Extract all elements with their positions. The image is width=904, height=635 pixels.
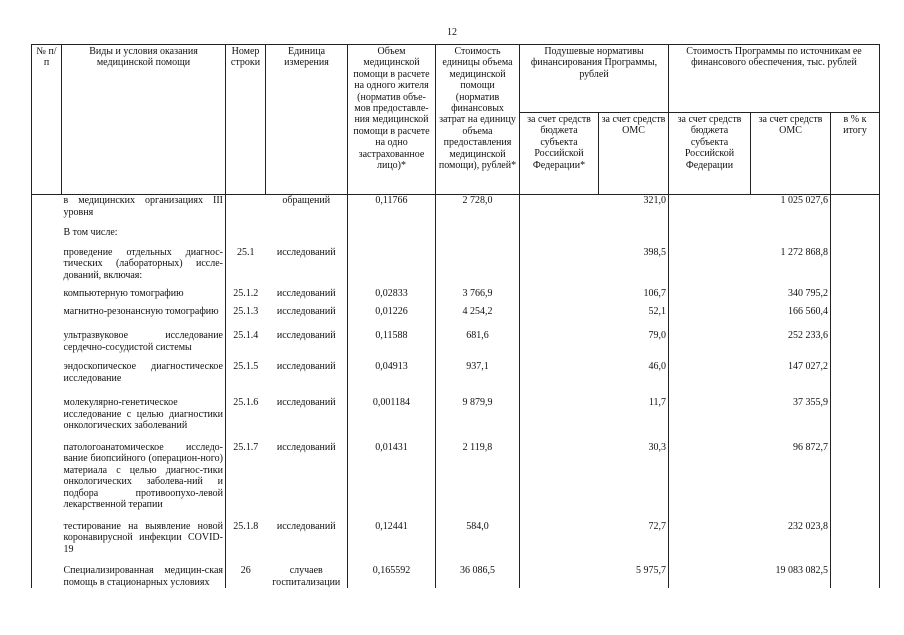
row-number xyxy=(226,195,266,227)
row-program-pct xyxy=(831,565,880,588)
header-per-capita: Подушевые нормативы финансирования Программы, рублей xyxy=(520,45,669,113)
row-number: 25.1.2 xyxy=(226,288,266,306)
row-program-oms: 1 025 027,6 xyxy=(780,195,828,206)
row-cost: 2 119,8 xyxy=(436,442,520,521)
row-cost: 36 086,5 xyxy=(436,565,520,588)
row-number: 26 xyxy=(226,565,266,588)
header-per-capita-budget: за счет средств бюджета субъекта Российской Федерации* xyxy=(520,113,599,195)
row-per-capita-oms: 321,0 xyxy=(643,195,666,206)
row-per-capita-oms: 30,3 xyxy=(648,441,666,453)
row-unit: исследований xyxy=(276,441,336,453)
row-volume: 0,01226 xyxy=(348,306,436,331)
row-program-budget xyxy=(669,521,751,566)
row-per-capita-oms: 79,0 xyxy=(648,330,666,341)
table-row xyxy=(32,247,880,289)
row-program-oms xyxy=(751,227,831,247)
row-index xyxy=(32,288,62,306)
row-number: 25.1.6 xyxy=(226,397,266,442)
row-program-pct xyxy=(831,361,880,397)
row-program-budget xyxy=(669,306,751,331)
row-index xyxy=(32,397,62,442)
table-row xyxy=(32,521,880,566)
row-name: молекулярно-генетическое исследование с целью диагностики онкологических заболеваний xyxy=(63,397,223,431)
row-per-capita-oms: 106,7 xyxy=(643,288,666,299)
row-per-capita-oms xyxy=(599,227,669,247)
row-unit: исследований xyxy=(276,330,336,341)
row-per-capita-oms: 5 975,7 xyxy=(636,565,666,576)
table-row xyxy=(32,565,880,588)
header-unit: Единица измерения xyxy=(266,45,348,195)
row-program-oms: 19 083 082,5 xyxy=(775,565,828,576)
row-cost: 937,1 xyxy=(436,361,520,397)
row-program-budget xyxy=(669,247,751,289)
row-per-capita-budget xyxy=(520,330,599,361)
row-program-budget xyxy=(669,361,751,397)
row-index xyxy=(32,227,62,247)
row-index xyxy=(32,565,62,588)
header-program-budget: за счет средств бюджета субъекта Российской Федерации xyxy=(669,113,751,195)
row-cost: 4 254,2 xyxy=(436,306,520,331)
row-cost xyxy=(436,227,520,247)
row-unit xyxy=(266,227,348,247)
row-volume xyxy=(348,247,436,289)
row-unit: исследований xyxy=(276,520,336,532)
header-cost: Стоимость единицы объема медицинской помощи (норматив финансовых затрат на единицу объема предоставления медицинской помощи), рублей* xyxy=(436,45,520,195)
row-index xyxy=(32,195,62,227)
row-unit: исследований xyxy=(276,305,336,317)
row-number: 25.1.5 xyxy=(226,361,266,397)
row-program-pct xyxy=(831,397,880,442)
table-header xyxy=(31,44,880,195)
row-index xyxy=(32,361,62,397)
row-number xyxy=(226,227,266,247)
header-per-capita-oms: за счет средств ОМС xyxy=(599,113,669,195)
header-program-pct: в % к итогу xyxy=(831,113,880,195)
header-program-oms: за счет средств ОМС xyxy=(751,113,831,195)
row-name: в медицинских организациях III уровня xyxy=(63,195,223,218)
row-name: эндоскопическое диагностическое исследование xyxy=(63,361,223,384)
table-body xyxy=(31,195,880,588)
row-cost xyxy=(436,247,520,289)
row-per-capita-budget xyxy=(520,565,599,588)
row-name: Специализированная медицин-ская помощь в стационарных условиях xyxy=(63,565,223,588)
row-unit: исследований xyxy=(276,397,336,408)
row-unit: исследований xyxy=(276,246,336,258)
row-index xyxy=(32,247,62,289)
row-program-oms: 166 560,4 xyxy=(788,305,828,317)
row-name: тестирование на выявление новой коронавирусной инфекции COVID-19 xyxy=(63,520,223,555)
row-cost: 9 879,9 xyxy=(436,397,520,442)
row-program-budget xyxy=(669,565,751,588)
row-per-capita-budget xyxy=(520,288,599,306)
row-volume: 0,02833 xyxy=(348,288,436,306)
row-name: компьютерную томографию xyxy=(63,288,184,299)
row-number: 25.1.7 xyxy=(226,442,266,521)
header-volume: Объем медицинской помощи в расчете на одного жителя (норматив объе-мов предоставле-ния медицинской помощи в расчете на одно застрахованное лицо)* xyxy=(348,45,436,195)
row-program-oms: 1 272 868,8 xyxy=(780,246,828,258)
table-row xyxy=(32,306,880,331)
row-volume: 0,01431 xyxy=(348,442,436,521)
row-volume: 0,11766 xyxy=(348,195,436,227)
financing-table xyxy=(31,44,879,588)
row-program-budget xyxy=(669,442,751,521)
row-volume: 0,001184 xyxy=(348,397,436,442)
row-program-oms: 37 355,9 xyxy=(793,397,828,408)
table-row xyxy=(32,397,880,442)
row-volume: 0,12441 xyxy=(348,521,436,566)
row-per-capita-budget xyxy=(520,442,599,521)
row-program-oms: 147 027,2 xyxy=(788,361,828,372)
row-per-capita-budget xyxy=(520,521,599,566)
row-program-pct xyxy=(831,288,880,306)
row-unit: исследований xyxy=(276,361,336,372)
row-program-oms: 232 023,8 xyxy=(788,520,828,532)
page-number: 12 xyxy=(447,27,457,38)
row-per-capita-oms: 398,5 xyxy=(643,246,666,258)
table-row xyxy=(32,288,880,306)
table-row xyxy=(32,361,880,397)
row-number: 25.1.4 xyxy=(226,330,266,361)
row-program-budget xyxy=(669,288,751,306)
row-cost: 3 766,9 xyxy=(436,288,520,306)
row-name: ультразвуковое исследование сердечно-сосудистой системы xyxy=(63,330,223,353)
row-index xyxy=(32,442,62,521)
row-program-budget xyxy=(669,227,751,247)
row-cost: 681,6 xyxy=(436,330,520,361)
row-program-budget xyxy=(669,195,751,227)
row-per-capita-oms: 52,1 xyxy=(648,305,666,317)
row-per-capita-budget xyxy=(520,247,599,289)
row-name: магнитно-резонансную томографию xyxy=(63,305,219,317)
row-unit: случаев госпитализации xyxy=(272,565,341,588)
row-per-capita-oms: 11,7 xyxy=(648,397,666,408)
row-per-capita-budget xyxy=(520,227,599,247)
row-per-capita-oms: 46,0 xyxy=(648,361,666,372)
row-cost: 584,0 xyxy=(436,521,520,566)
row-program-pct xyxy=(831,442,880,521)
row-program-oms: 96 872,7 xyxy=(793,441,828,453)
row-number: 25.1.8 xyxy=(226,521,266,566)
row-volume: 0,04913 xyxy=(348,361,436,397)
row-program-oms: 252 233,6 xyxy=(788,330,828,341)
header-types: Виды и условия оказания медицинской помощи xyxy=(62,45,226,195)
row-volume xyxy=(348,227,436,247)
table-row xyxy=(32,330,880,361)
row-index xyxy=(32,330,62,361)
row-program-pct xyxy=(831,195,880,227)
row-unit: обращений xyxy=(282,195,331,206)
row-per-capita-budget xyxy=(520,397,599,442)
row-program-pct xyxy=(831,247,880,289)
row-volume: 0,11588 xyxy=(348,330,436,361)
header-num: № п/п xyxy=(32,45,62,195)
row-volume: 0,165592 xyxy=(348,565,436,588)
header-row-no: Номер строки xyxy=(226,45,266,195)
row-name: В том числе: xyxy=(63,227,118,238)
row-program-budget xyxy=(669,330,751,361)
row-per-capita-budget xyxy=(520,306,599,331)
row-name: патологоанатомическое исследо-вание биопсийного (операцион-ного) материала с целью диагнос-тики онкологических заболева-ний и подбора противоопухо-левой лекарственной терапии xyxy=(63,441,223,510)
row-program-pct xyxy=(831,330,880,361)
row-number: 25.1.3 xyxy=(226,306,266,331)
row-program-oms: 340 795,2 xyxy=(788,288,828,299)
row-program-pct xyxy=(831,521,880,566)
row-per-capita-budget xyxy=(520,195,599,227)
row-unit: исследований xyxy=(276,288,336,299)
header-program-cost: Стоимость Программы по источникам ее финансового обеспечения, тыс. рублей xyxy=(669,45,880,113)
row-program-pct xyxy=(831,227,880,247)
table-row xyxy=(32,227,880,247)
row-program-budget xyxy=(669,397,751,442)
table-row xyxy=(32,195,880,227)
row-index xyxy=(32,521,62,566)
row-per-capita-budget xyxy=(520,361,599,397)
row-per-capita-oms: 72,7 xyxy=(648,520,666,532)
row-cost: 2 728,0 xyxy=(436,195,520,227)
row-program-pct xyxy=(831,306,880,331)
row-number: 25.1 xyxy=(226,247,266,289)
table-row xyxy=(32,442,880,521)
row-name: проведение отдельных диагнос-тических (лабораторных) иссле-дований, включая: xyxy=(63,246,223,281)
row-index xyxy=(32,306,62,331)
